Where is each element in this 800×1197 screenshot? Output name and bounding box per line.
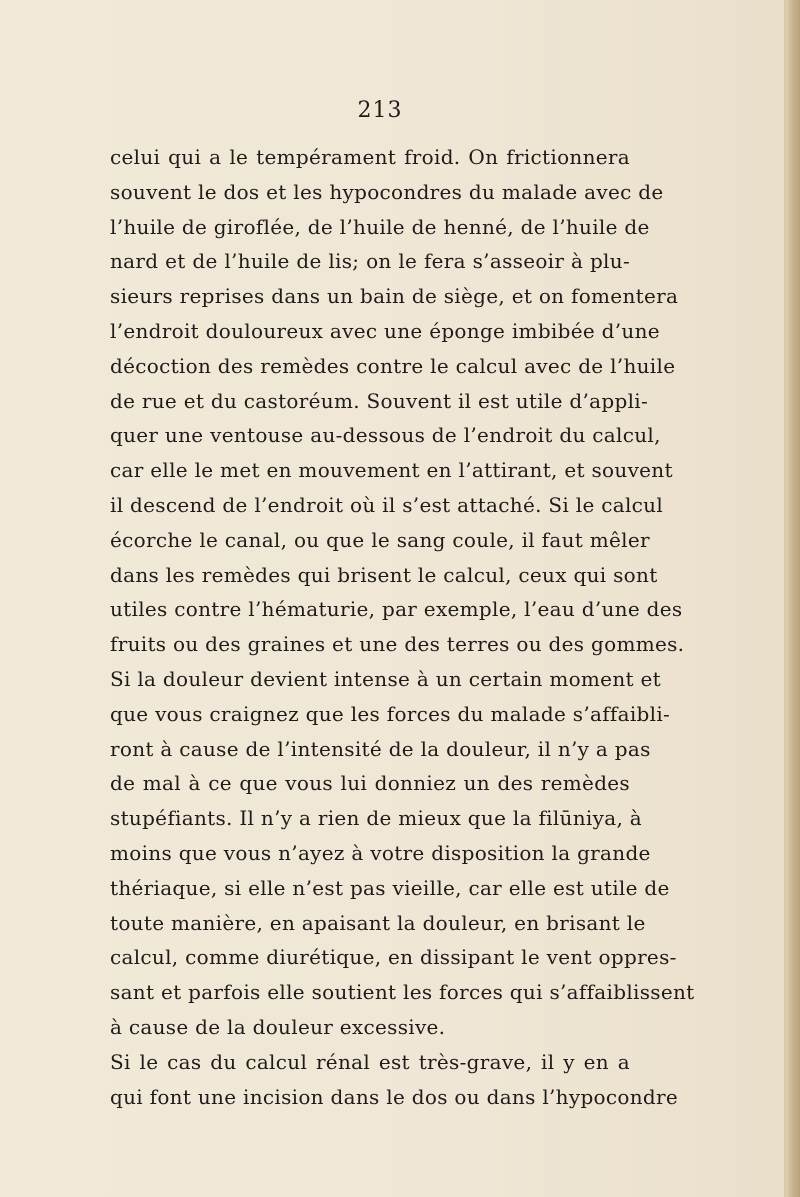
text-line: Si le cas du calcul rénal est très-grave, il y en a	[110, 1049, 630, 1074]
text-line: que vous craignez que les forces du malade s’affaibli-	[110, 701, 671, 726]
text-line: décoction des remèdes contre le calcul avec de l’huile	[110, 353, 676, 378]
paragraph-end-line: à cause de la douleur excessive.	[110, 1014, 446, 1039]
body-text	[110, 140, 695, 1114]
text-line: souvent le dos et les hypocondres du malade avec de	[110, 179, 664, 204]
text-line: ront à cause de l’intensité de la douleur, il n’y a pas	[110, 736, 651, 761]
text-line: nard et de l’huile de lis; on le fera s’asseoir à plu-	[110, 249, 630, 274]
text-line: qui font une incision dans le dos ou dans l’hypocondre	[110, 1084, 679, 1109]
text-line: de rue et du castoréum. Souvent il est utile d’appli-	[110, 388, 649, 413]
page-edge-shadow	[786, 0, 800, 1197]
text-line: l’huile de giroflée, de l’huile de henné, de l’huile de	[110, 214, 650, 239]
text-line: Si la douleur devient intense à un certain moment et	[110, 666, 661, 691]
text-line: écorche le canal, ou que le sang coule, il faut mêler	[110, 527, 650, 552]
text-line: moins que vous n’ayez à votre disposition la grande	[110, 840, 651, 865]
text-line: dans les remèdes qui brisent le calcul, ceux qui sont	[110, 562, 658, 587]
text-line: de mal à ce que vous lui donniez un des remèdes	[110, 771, 630, 796]
text-line: sant et parfois elle soutient les forces qui s’affaiblissent	[110, 980, 695, 1005]
text-line: celui qui a le tempérament froid. On frictionnera	[110, 145, 630, 169]
text-line: quer une ventouse au-dessous de l’endroit du calcul,	[110, 423, 661, 448]
text-line: fruits ou des graines et une des terres ou des gommes.	[110, 632, 685, 657]
text-line: thériaque, si elle n’est pas vieille, car elle est utile de	[110, 875, 670, 900]
text-line: sieurs reprises dans un bain de siège, et on fomentera	[110, 284, 679, 309]
text-line: utiles contre l’hématurie, par exemple, l’eau d’une des	[110, 597, 683, 622]
text-line: calcul, comme diurétique, en dissipant le vent oppres-	[110, 945, 677, 970]
text-line: car elle le met en mouvement en l’attirant, et souvent	[110, 458, 673, 483]
text-line: toute manière, en apaisant la douleur, en brisant le	[110, 910, 646, 935]
text-line: stupéfiants. Il n’y a rien de mieux que la filūniya, à	[110, 806, 642, 831]
text-line: l’endroit douloureux avec une éponge imbibée d’une	[110, 318, 660, 343]
text-line: il descend de l’endroit où il s’est attaché. Si le calcul	[110, 492, 664, 517]
page-number: 213	[357, 98, 403, 123]
